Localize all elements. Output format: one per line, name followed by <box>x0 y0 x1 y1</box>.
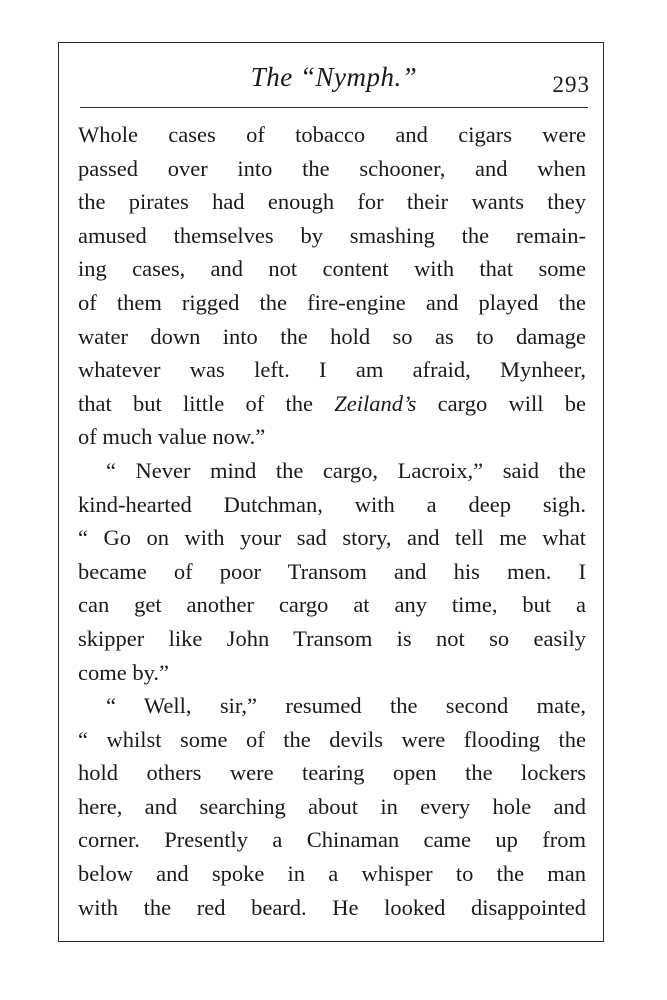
italic-ship-name: Zeiland’s <box>334 390 417 416</box>
text-fragment: that but little of the <box>78 390 335 416</box>
text-line: water down into the hold so as to damage <box>78 323 586 349</box>
text-line: ing cases, and not content with that some <box>78 256 586 282</box>
text-line: amused themselves by smashing the remain- <box>78 222 586 248</box>
text-line: “ Never mind the cargo, Lacroix,” said the <box>106 457 586 483</box>
header-rule <box>80 107 588 108</box>
text-line: below and spoke in a whisper to the man <box>78 861 586 887</box>
text-line: kind-hearted Dutchman, with a deep sigh. <box>78 491 586 517</box>
text-line: of them rigged the fire-engine and played the <box>78 289 586 315</box>
text-line: passed over into the schooner, and when <box>78 155 586 181</box>
text-line: here, and searching about in every hole and <box>78 793 586 819</box>
page-number: 293 <box>552 72 590 97</box>
running-title: The “Nymph.” <box>250 62 418 92</box>
body-text <box>78 118 586 924</box>
text-line: of much value now.” <box>78 424 266 450</box>
text-line: hold others were tearing open the lockers <box>78 760 586 786</box>
text-line: became of poor Transom and his men. I <box>78 558 586 584</box>
text-line: the pirates had enough for their wants they <box>78 189 586 215</box>
text-line: corner. Presently a Chinaman came up from <box>78 827 586 853</box>
text-line: come by.” <box>78 659 169 685</box>
text-line: can get another cargo at any time, but a <box>78 592 586 618</box>
text-line: with the red beard. He looked disappointed <box>78 894 586 920</box>
text-line: “ Well, sir,” resumed the second mate, <box>106 693 586 719</box>
running-header <box>78 58 590 104</box>
text-line-with-italic <box>78 387 586 421</box>
text-line: Whole cases of tobacco and cigars were <box>78 122 586 147</box>
text-line: whatever was left. I am afraid, Mynheer, <box>78 357 586 383</box>
text-fragment: cargo will be <box>416 390 586 416</box>
text-line: “ whilst some of the devils were flooding the <box>78 726 586 752</box>
text-line: “ Go on with your sad story, and tell me what <box>78 525 586 551</box>
text-line: skipper like John Transom is not so easily <box>78 625 586 651</box>
